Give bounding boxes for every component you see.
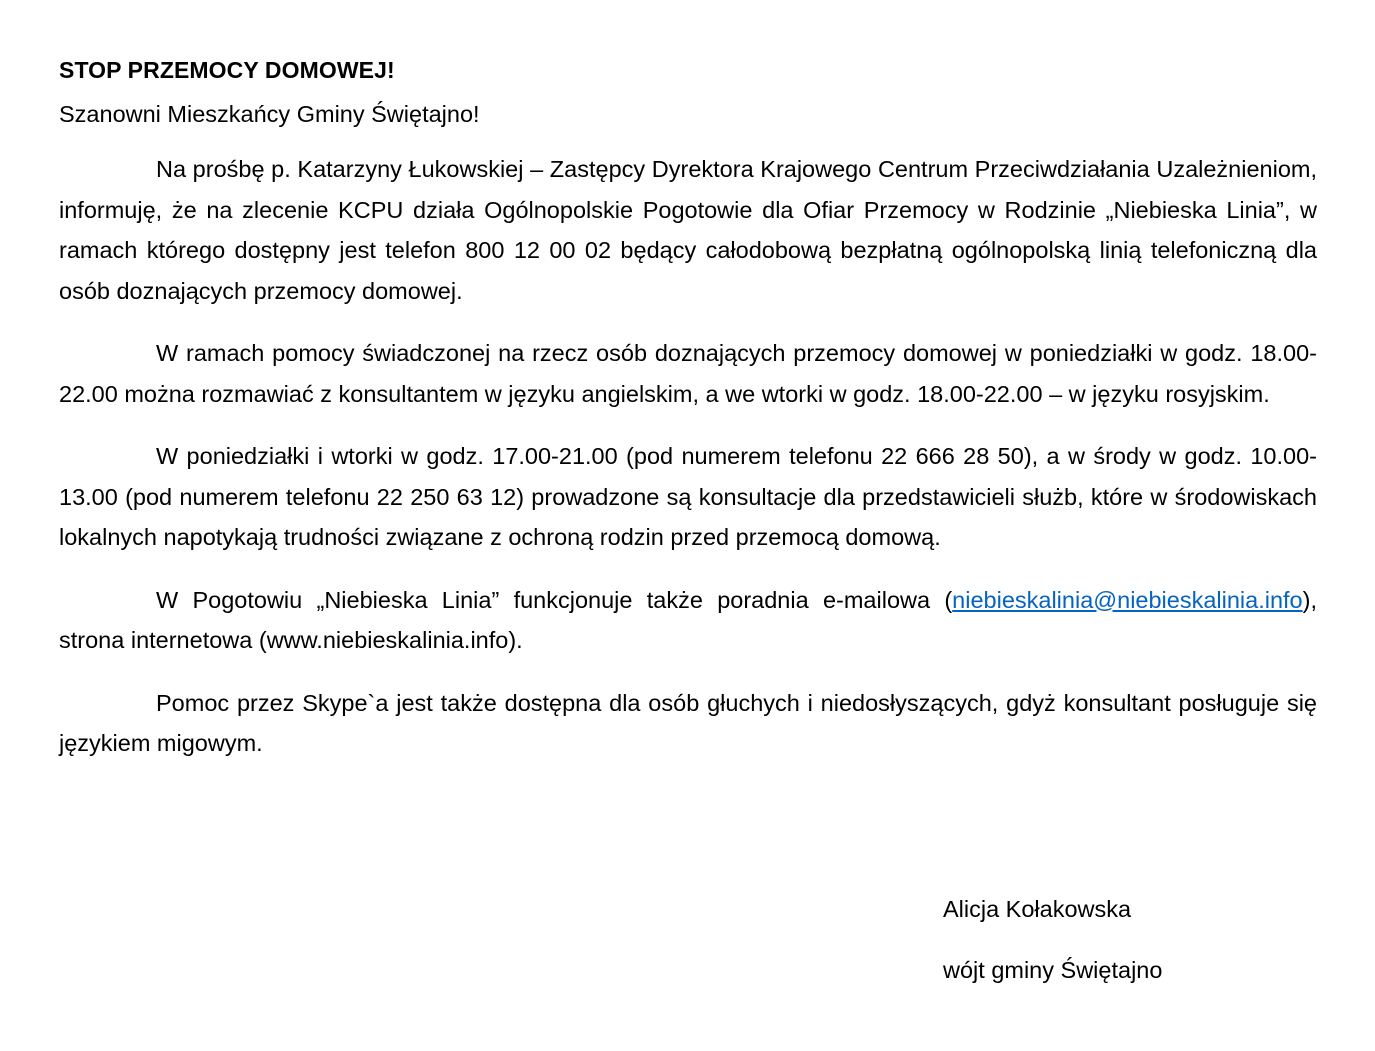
signature-role: wójt gminy Świętajno	[943, 957, 1163, 983]
paragraph-consultations: W poniedziałki i wtorki w godz. 17.00-21.00 (pod numerem telefonu 22 666 28 50), a w środy w godz. 10.00-13.00 (pod numerem telefonu 22 250 63 12) prowadzone są konsultacje dla przedstawicieli służb, które w środowiskach lokalnych napotykają trudności związane z ochroną rodzin przed przemocą domową.	[59, 443, 1317, 550]
email-link[interactable]: niebieskalinia@niebieskalinia.info	[952, 586, 1303, 613]
document-title: STOP PRZEMOCY DOMOWEJ!	[59, 57, 395, 83]
signature-name: Alicja Kołakowska	[943, 896, 1132, 922]
paragraph-skype: Pomoc przez Skype`a jest także dostępna dla osób głuchych i niedosłyszących, gdyż konsultant posługuje się językiem migowym.	[59, 689, 1317, 756]
document-body	[59, 50, 1317, 786]
paragraph-languages: W ramach pomocy świadczonej na rzecz osób doznających przemocy domowej w poniedziałki w godz. 18.00-22.00 można rozmawiać z konsultantem w języku angielskim, a we wtorki w godz. 18.00-22.00 – w języku rosyjskim.	[59, 340, 1317, 407]
paragraph-email	[59, 580, 1317, 661]
email-paragraph-text-before: W Pogotowiu „Niebieska Linia” funkcjonuje także poradnia e-mailowa (	[156, 586, 953, 613]
signature-block	[943, 889, 1162, 990]
paragraph-hotline: Na prośbę p. Katarzyny Łukowskiej – Zastępcy Dyrektora Krajowego Centrum Przeciwdziałania Uzależnieniom, informuję, że na zlecenie KCPU działa Ogólnopolskie Pogotowie dla Ofiar Przemocy w Rodzinie „Niebieska Linia”, w ramach którego dostępny jest telefon 800 12 00 02 będący całodobową bezpłatną ogólnopolską linią telefoniczną dla osób doznających przemocy domowej.	[59, 156, 1317, 304]
salutation: Szanowni Mieszkańcy Gminy Świętajno!	[59, 101, 480, 127]
email-paragraph-text-after: ), strona internetowa (www.niebieskalinia.info).	[59, 586, 1317, 653]
